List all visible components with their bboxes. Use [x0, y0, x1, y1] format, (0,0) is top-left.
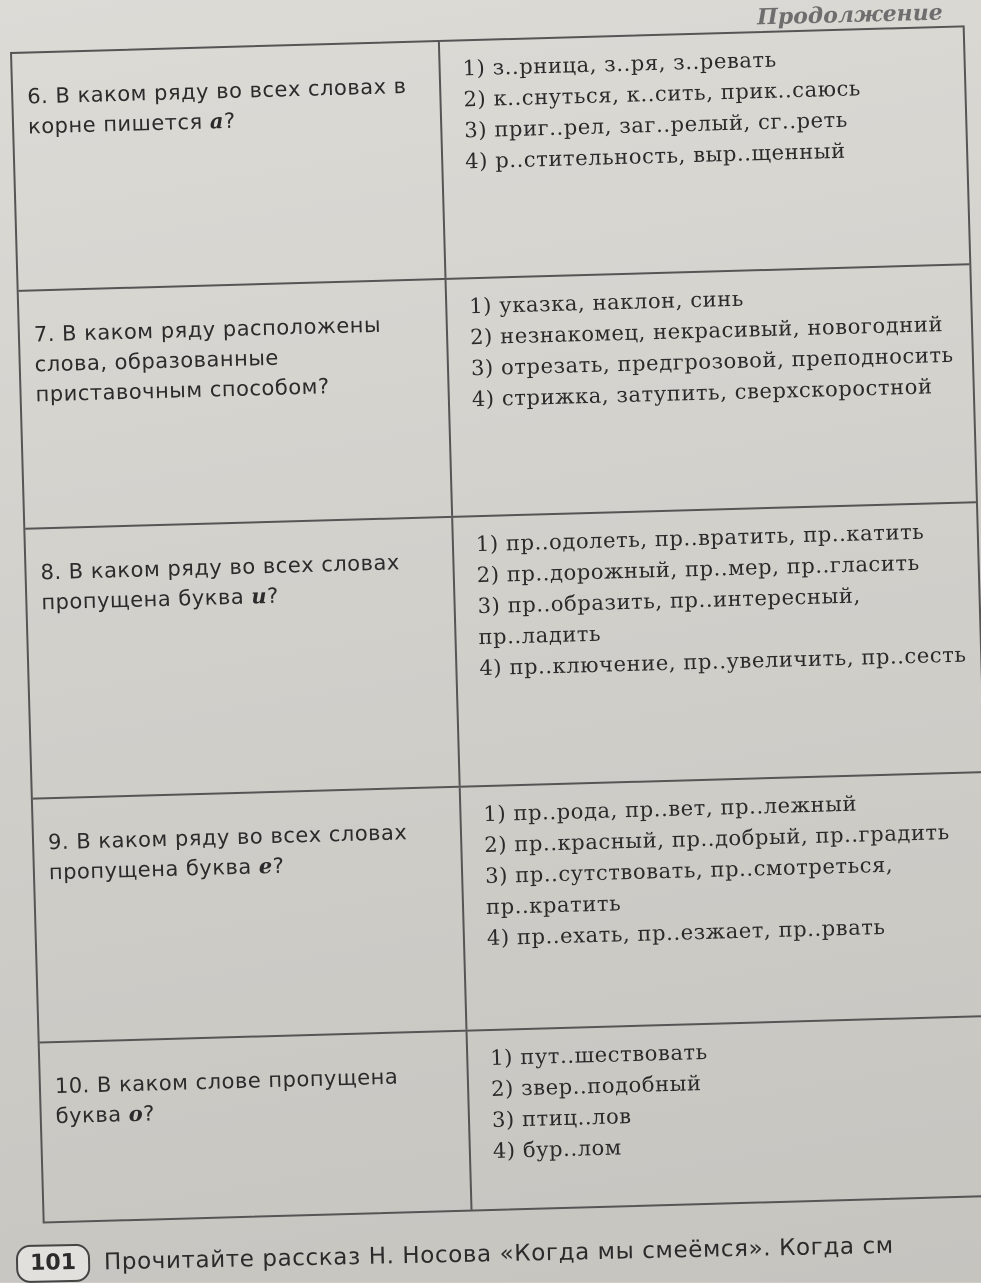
option: 3) пр..сутствовать, пр..смотреться, пр..кратить — [484, 852, 901, 920]
option: 3) приг..рел, заг..релый, сг..реть — [464, 107, 849, 143]
option: 2) звер..подобный — [490, 1071, 702, 1101]
question-cell — [12, 42, 446, 290]
continuation-label: Продолжение — [757, 0, 944, 31]
option: 3) птиц..лов — [491, 1104, 632, 1132]
question-end: ? — [266, 583, 280, 609]
options-cell — [461, 773, 981, 1030]
option: 4) пр..ехать, пр..езжает, пр..рвать — [486, 914, 886, 951]
table-row — [40, 1017, 981, 1221]
option: 4) бур..лом — [492, 1135, 623, 1163]
exercise-footer — [16, 1227, 894, 1283]
question-text: 8. В каком ряду во всех словах пропущена буква — [40, 550, 401, 615]
exercise-number-badge: 101 — [16, 1244, 91, 1283]
question-letter: о — [128, 1100, 144, 1127]
options-cell — [468, 1017, 981, 1210]
question-cell — [25, 518, 460, 798]
option: 4) пр..ключение, пр..увеличить, пр..сесть — [479, 642, 967, 681]
option: 2) пр..красный, пр..добрый, пр..градить — [483, 820, 951, 858]
question-text: 6. В каком ряду во всех словах в корне пишется — [26, 73, 407, 139]
question-letter: е — [258, 852, 274, 879]
option: 1) пр..одолеть, пр..вратить, пр..катить — [475, 519, 925, 557]
option: 1) пр..рода, пр..вет, пр..лежный — [483, 791, 858, 827]
option: 1) пут..шествовать — [489, 1039, 709, 1070]
option: 3) пр..образить, пр..интересный, пр..ладить — [477, 583, 869, 650]
option: 2) пр..дорожный, пр..мер, пр..гласить — [476, 550, 921, 588]
question-end: ? — [223, 108, 236, 134]
option: 2) к..снуться, к..сить, прик..саюсь — [463, 76, 862, 112]
table-row — [19, 265, 976, 529]
question-cell — [33, 788, 468, 1042]
test-table — [10, 25, 981, 1223]
exercise-text: Прочитайте рассказ Н. Носова «Когда мы смеёмся». Когда см — [103, 1232, 894, 1276]
table-row — [12, 27, 969, 291]
option: 2) незнакомец, некрасивый, новогодний — [469, 312, 944, 350]
question-letter: и — [250, 583, 268, 609]
question-text: 10. В каком слове пропущена буква — [54, 1064, 399, 1129]
options-cell — [453, 503, 981, 785]
table-row — [25, 503, 981, 799]
question-end: ? — [272, 853, 285, 878]
options-cell — [440, 27, 969, 278]
option: 1) з..рница, з..ря, з..ревать — [462, 47, 778, 81]
options-cell — [447, 265, 976, 516]
question-cell — [19, 280, 453, 528]
option: 3) отрезать, предгрозовой, преподносить — [470, 342, 954, 381]
question-end: ? — [142, 1101, 156, 1126]
option: 1) указка, наклон, синь — [468, 286, 745, 319]
option: 4) р..стительность, выр..щенный — [464, 138, 847, 174]
table-row — [33, 773, 981, 1043]
option: 4) стрижка, затупить, сверхскоростной — [471, 374, 933, 412]
question-letter: а — [209, 108, 225, 134]
question-text: 7. В каком ряду расположены слова, образованные приставочным способом? — [33, 312, 382, 407]
question-cell — [40, 1032, 473, 1222]
question-text: 9. В каком ряду во всех словах пропущена буква — [47, 820, 408, 885]
